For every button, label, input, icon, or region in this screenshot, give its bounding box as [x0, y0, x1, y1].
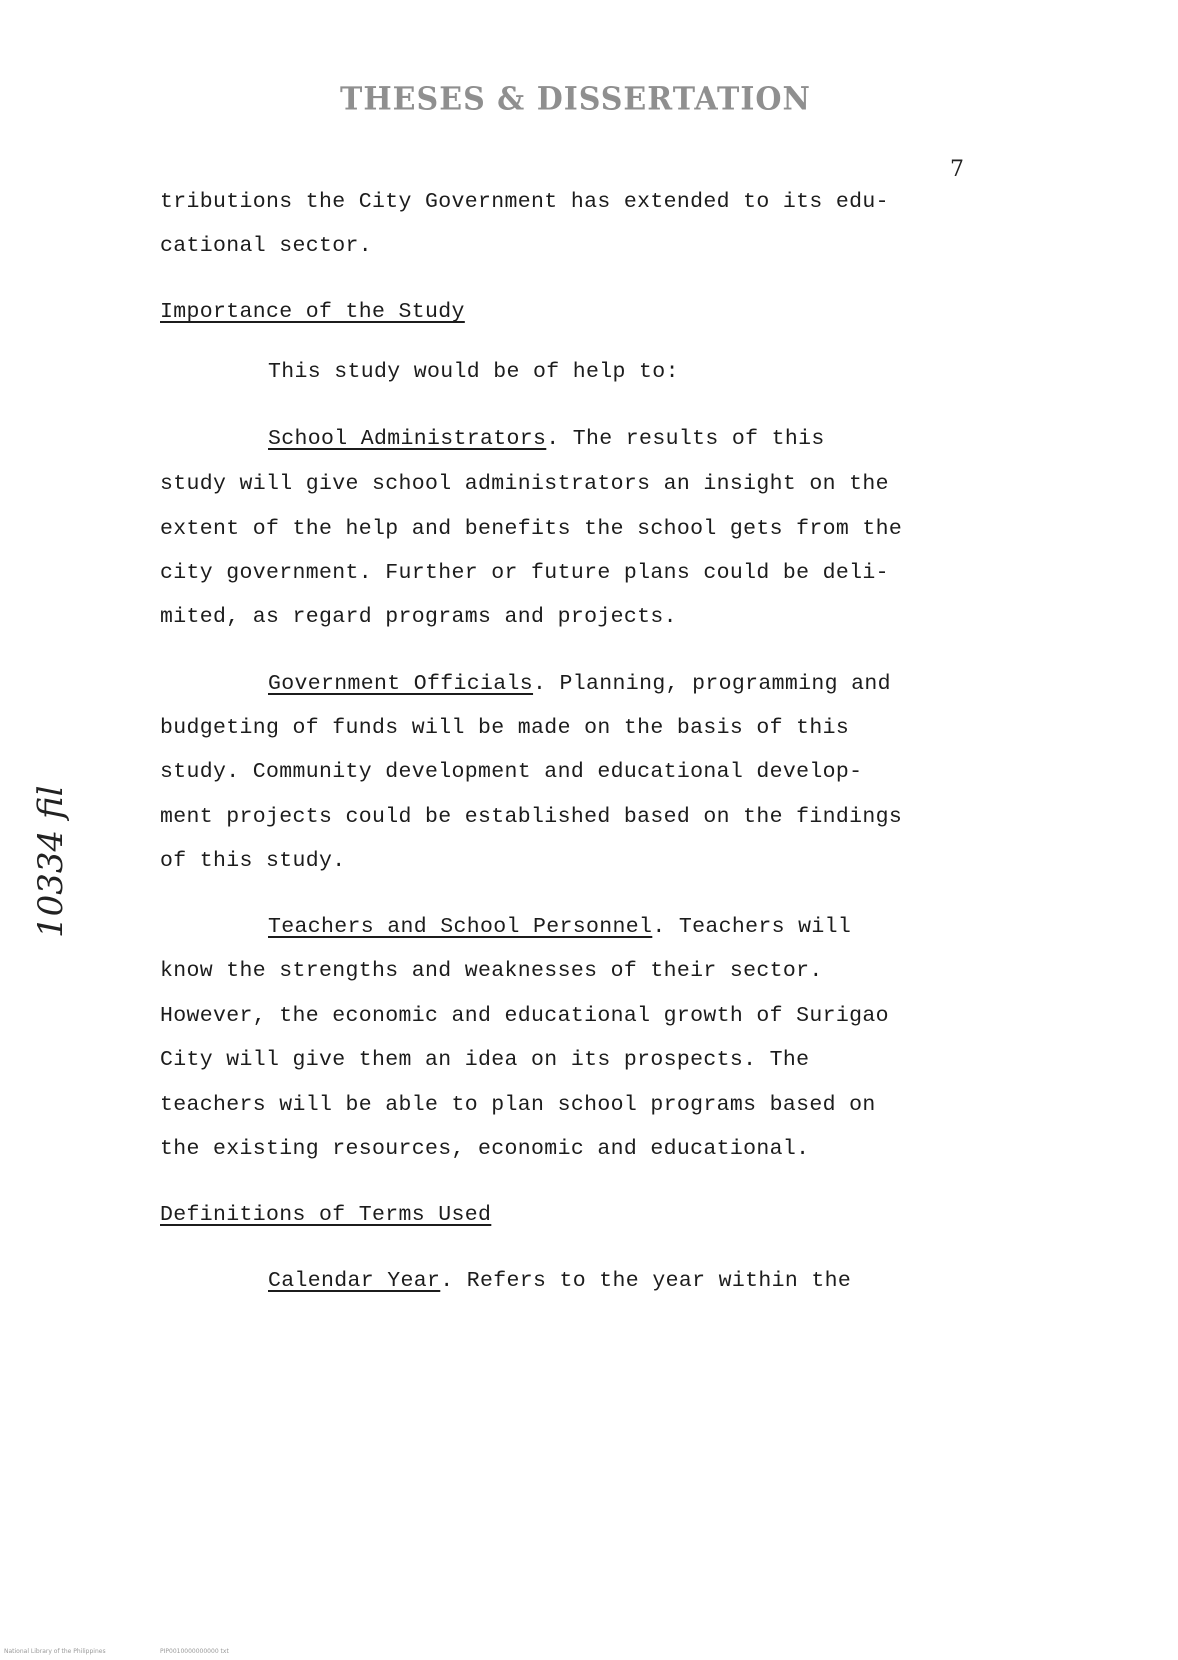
officials-line-3: study. Community development and educational develop- [160, 760, 863, 784]
handwritten-note-text: 10334 fil [31, 785, 71, 938]
theses-dissertation-stamp: THESES & DISSERTATION [340, 81, 811, 118]
heading-importance: Importance of the Study [160, 300, 465, 324]
teachers-line-3: However, the economic and educational growth of Surigao [160, 1004, 889, 1028]
admins-line-5: mited, as regard programs and projects. [160, 605, 677, 629]
term-school-administrators: School Administrators [268, 427, 547, 451]
intro-line-1: tributions the City Government has extended to its edu- [160, 190, 889, 214]
admins-line-3: extent of the help and benefits the school gets from the [160, 517, 903, 541]
admins-line-1-rest: . The results of this [546, 427, 825, 451]
teachers-line-2: know the strengths and weaknesses of their sector. [160, 959, 823, 983]
page-number: 7 [950, 157, 964, 182]
teachers-line-1-rest: . Teachers will [652, 915, 852, 939]
footer-left: National Library of the Philippines [4, 1648, 106, 1655]
importance-lead: This study would be of help to: [268, 360, 679, 384]
footer-right: PIP0010000000000 txt [160, 1648, 229, 1655]
definitions-line-1 [268, 1269, 851, 1293]
intro-line-2: cational sector. [160, 234, 373, 258]
teachers-line-4: City will give them an idea on its prospects. The [160, 1048, 810, 1072]
officials-line-4: ment projects could be established based on the findings [160, 805, 903, 829]
officials-line-1 [268, 672, 891, 696]
definitions-line-1-rest: . Refers to the year within the [440, 1269, 852, 1293]
term-teachers-personnel: Teachers and School Personnel [268, 915, 653, 939]
officials-line-5: of this study. [160, 849, 346, 873]
admins-line-2: study will give school administrators an insight on the [160, 472, 889, 496]
teachers-line-5: teachers will be able to plan school programs based on [160, 1093, 876, 1117]
term-calendar-year: Calendar Year [268, 1269, 441, 1293]
teachers-line-1 [268, 915, 851, 939]
heading-definitions: Definitions of Terms Used [160, 1203, 492, 1227]
admins-line-4: city government. Further or future plans could be deli- [160, 561, 889, 585]
officials-line-1-rest: . Planning, programming and [533, 672, 891, 696]
teachers-line-6: the existing resources, economic and educational. [160, 1137, 810, 1161]
officials-line-2: budgeting of funds will be made on the basis of this [160, 716, 850, 740]
term-government-officials: Government Officials [268, 672, 534, 696]
handwritten-accession-note [20, 755, 80, 940]
admins-line-1 [268, 427, 825, 451]
